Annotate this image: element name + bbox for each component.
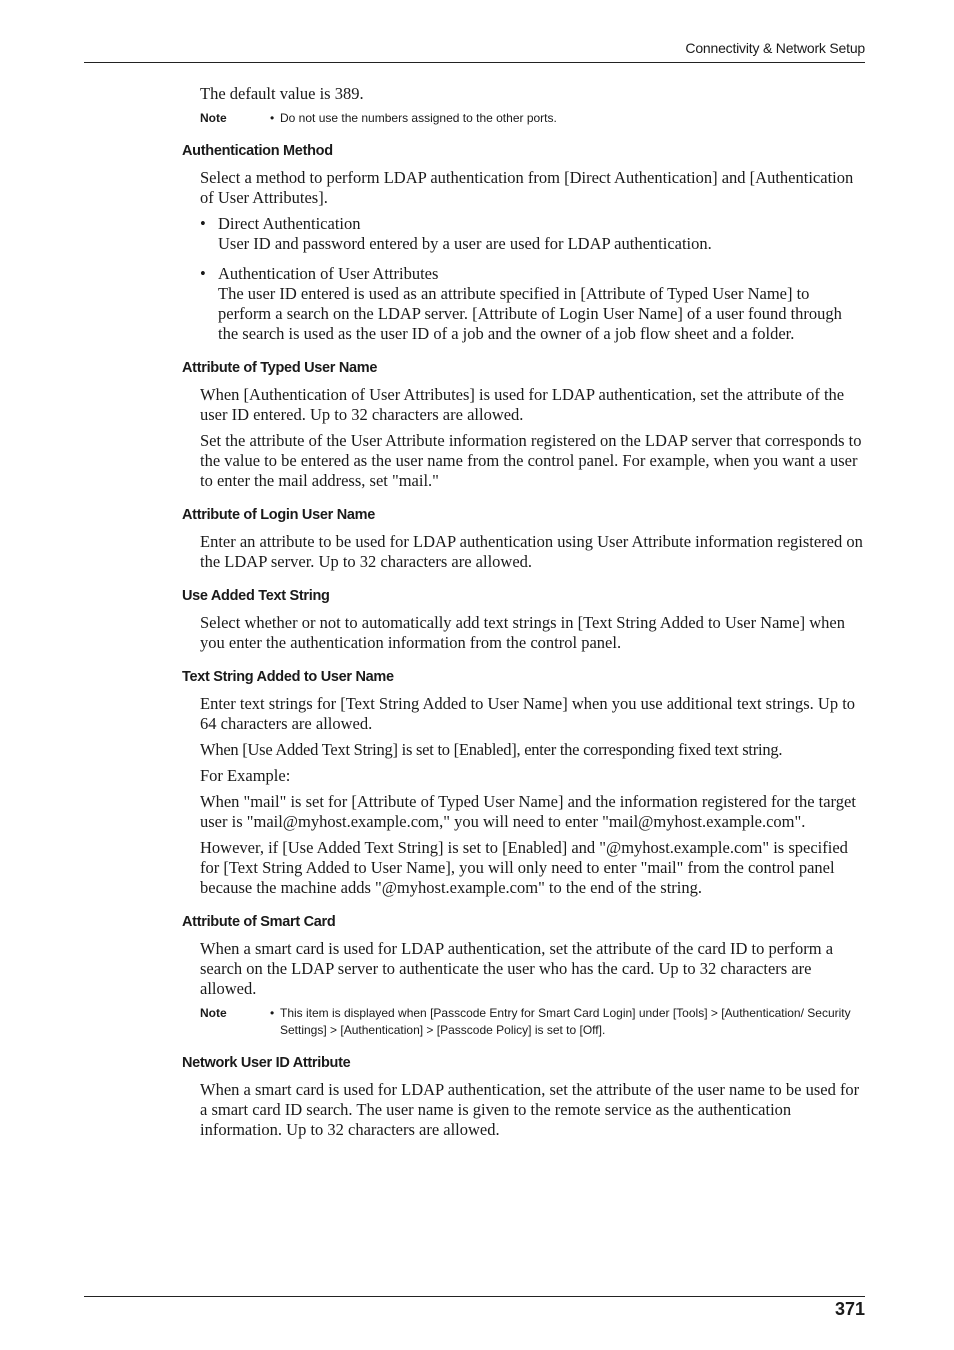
authentication-options-list — [200, 214, 866, 344]
section-paragraph: However, if [Use Added Text String] is set to [Enabled] and "@myhost.example.com" is specified for [Text String Added to User Name], you will only need to enter "mail" from the control panel because the machine adds "@myhost.example.com" to the end of the string. — [200, 838, 848, 897]
smart-card-note — [200, 1005, 866, 1039]
section-paragraph: When "mail" is set for [Attribute of Typed User Name] and the information registered for the target user is "mail@myhost.example.com," you will need to enter "mail@myhost.example.com". — [200, 792, 856, 831]
bullet-icon: • — [200, 264, 206, 283]
running-header-title: Connectivity & Network Setup — [685, 40, 865, 56]
list-item — [200, 214, 866, 254]
ports-note — [200, 110, 866, 127]
header-rule — [84, 62, 865, 63]
page-number: 371 — [834, 1299, 865, 1319]
section-heading-use-added-text-string: Use Added Text String — [182, 588, 330, 604]
bullet-icon: • — [270, 111, 275, 125]
section-paragraph: Select a method to perform LDAP authentication from [Direct Authentication] and [Authentication of User Attributes]. — [200, 168, 854, 207]
section-heading-network-user-id-attribute: Network User ID Attribute — [182, 1055, 351, 1071]
list-item-title: Authentication of User Attributes — [218, 264, 439, 283]
section-heading-authentication-method: Authentication Method — [182, 143, 333, 159]
bullet-icon: • — [200, 214, 206, 233]
section-paragraph: When [Use Added Text String] is set to [Enabled], enter the corresponding fixed text string. — [200, 740, 783, 759]
page-content — [182, 84, 866, 1146]
section-heading-text-string-added: Text String Added to User Name — [182, 669, 394, 685]
section-paragraph: Select whether or not to automatically add text strings in [Text String Added to User Name] when you enter the authentication information from the control panel. — [200, 613, 845, 652]
section-paragraph: Enter text strings for [Text String Added to User Name] when you use additional text strings. Up to 64 characters are allowed. — [200, 694, 856, 733]
list-item-description: User ID and password entered by a user are used for LDAP authentication. — [218, 234, 712, 253]
note-text: This item is displayed when [Passcode Entry for Smart Card Login] under [Tools] > [Authentication/ Security Settings] > [Authentication] > [Passcode Policy] is set to [Off]. — [280, 1006, 851, 1037]
section-heading-attribute-smart-card: Attribute of Smart Card — [182, 914, 336, 930]
note-text: Do not use the numbers assigned to the other ports. — [280, 111, 557, 125]
note-label: Note — [200, 111, 227, 125]
section-heading-attribute-login-user-name: Attribute of Login User Name — [182, 507, 376, 523]
bullet-icon: • — [270, 1006, 275, 1020]
footer-rule — [84, 1296, 865, 1297]
list-item-title: Direct Authentication — [218, 214, 361, 233]
section-paragraph: Set the attribute of the User Attribute information registered on the LDAP server that corresponds to the value to be entered as the user name from the control panel. For example, when you want a user to enter the mail address, set "mail." — [200, 431, 862, 490]
default-value-text: The default value is 389. — [200, 84, 364, 103]
section-paragraph: Enter an attribute to be used for LDAP authentication using User Attribute information registered on the LDAP server. Up to 32 characters are allowed. — [200, 532, 863, 571]
section-paragraph: When [Authentication of User Attributes] is used for LDAP authentication, set the attribute of the user ID entered. Up to 32 characters are allowed. — [200, 385, 845, 424]
section-paragraph: For Example: — [200, 766, 291, 785]
list-item-description: The user ID entered is used as an attribute specified in [Attribute of Typed User Name] to perform a search on the LDAP server. [Attribute of Login User Name] of a user found through the search is used as the user ID of a job and the owner of a job flow sheet and a folder. — [218, 284, 842, 343]
section-heading-attribute-typed-user-name: Attribute of Typed User Name — [182, 360, 378, 376]
note-label: Note — [200, 1006, 227, 1020]
list-item — [200, 264, 866, 344]
section-paragraph: When a smart card is used for LDAP authentication, set the attribute of the user name to be used for a smart card ID search. The user name is given to the remote service as the authentication information. Up to 32 characters are allowed. — [200, 1080, 860, 1139]
section-paragraph: When a smart card is used for LDAP authentication, set the attribute of the card ID to perform a search on the LDAP server to authenticate the user who has the card. Up to 32 characters are allowed. — [200, 939, 834, 998]
